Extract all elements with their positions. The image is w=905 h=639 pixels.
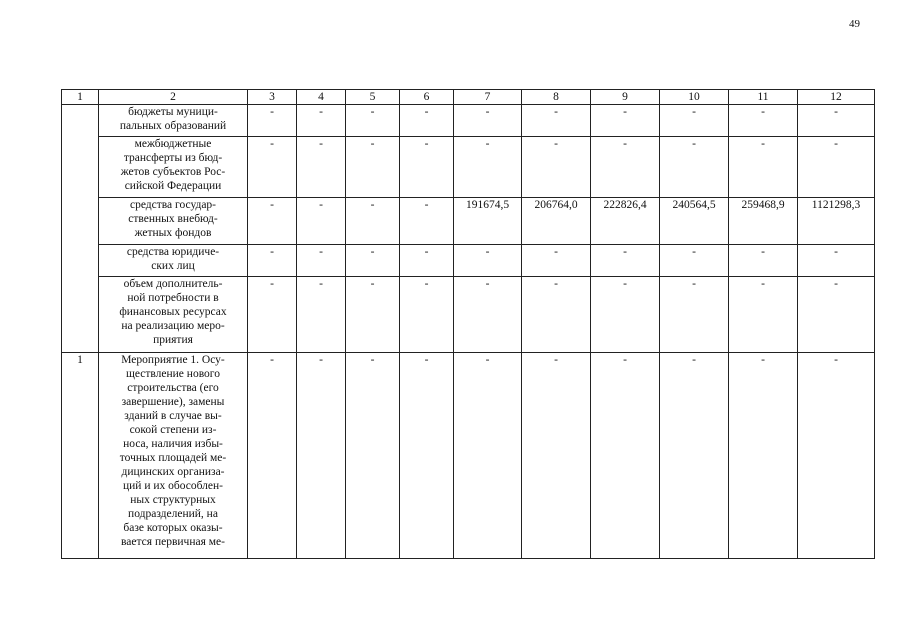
value-cell: -	[400, 277, 454, 353]
value-cell: -	[248, 105, 297, 137]
value-cell: -	[729, 353, 798, 559]
value-cell: -	[522, 245, 591, 277]
budget-table	[61, 89, 875, 559]
value-cell: -	[729, 245, 798, 277]
value-cell: -	[522, 353, 591, 559]
value-cell: -	[400, 245, 454, 277]
value-cell: -	[346, 353, 400, 559]
value-cell: -	[798, 105, 875, 137]
value-cell: -	[346, 245, 400, 277]
header-cell: 1	[62, 90, 99, 105]
header-cell: 10	[660, 90, 729, 105]
value-cell: -	[297, 198, 346, 245]
value-cell: 1121298,3	[798, 198, 875, 245]
table-row	[62, 105, 875, 137]
header-cell: 5	[346, 90, 400, 105]
value-cell: -	[798, 277, 875, 353]
header-cell: 9	[591, 90, 660, 105]
value-cell: -	[454, 277, 522, 353]
value-cell: -	[660, 137, 729, 198]
value-cell: -	[400, 353, 454, 559]
value-cell: -	[729, 137, 798, 198]
value-cell: -	[729, 105, 798, 137]
value-cell: -	[798, 245, 875, 277]
value-cell: -	[400, 137, 454, 198]
value-cell: -	[454, 105, 522, 137]
header-cell: 2	[99, 90, 248, 105]
header-cell: 8	[522, 90, 591, 105]
value-cell: -	[297, 245, 346, 277]
value-cell: -	[346, 105, 400, 137]
table-row	[62, 353, 875, 559]
value-cell: -	[297, 277, 346, 353]
header-cell: 4	[297, 90, 346, 105]
value-cell: -	[660, 105, 729, 137]
value-cell: -	[248, 137, 297, 198]
value-cell: 206764,0	[522, 198, 591, 245]
header-cell: 6	[400, 90, 454, 105]
value-cell: -	[729, 277, 798, 353]
value-cell: -	[591, 277, 660, 353]
value-cell: -	[248, 245, 297, 277]
value-cell: -	[522, 105, 591, 137]
value-cell: -	[591, 245, 660, 277]
value-cell: -	[454, 137, 522, 198]
value-cell: -	[248, 198, 297, 245]
value-cell: -	[297, 105, 346, 137]
value-cell: -	[346, 277, 400, 353]
value-cell: -	[591, 137, 660, 198]
header-cell: 7	[454, 90, 522, 105]
value-cell: 191674,5	[454, 198, 522, 245]
page-number: 49	[849, 18, 860, 30]
row-label: Мероприятие 1. Осу- ществление нового строительства (его завершение), замены зданий в случае вы- сокой степени из- носа, наличия избы- точных площадей ме- дицинских организа- ций и их обособлен- ных структурных подразделений, на базе которых оказы- вается первичная ме-	[99, 353, 248, 559]
value-cell: -	[454, 245, 522, 277]
row-label: межбюджетные трансферты из бюд- жетов субъектов Рос- сийской Федерации	[99, 137, 248, 198]
value-cell: -	[454, 353, 522, 559]
value-cell: -	[591, 353, 660, 559]
value-cell: -	[297, 353, 346, 559]
table-row	[62, 277, 875, 353]
header-cell: 11	[729, 90, 798, 105]
value-cell: -	[400, 105, 454, 137]
table-row	[62, 137, 875, 198]
value-cell: -	[248, 353, 297, 559]
table-row	[62, 245, 875, 277]
value-cell: -	[591, 105, 660, 137]
header-cell: 12	[798, 90, 875, 105]
row-label: бюджеты муници- пальных образований	[99, 105, 248, 137]
value-cell: -	[660, 277, 729, 353]
value-cell: -	[346, 137, 400, 198]
value-cell: -	[660, 245, 729, 277]
value-cell: -	[660, 353, 729, 559]
value-cell: -	[346, 198, 400, 245]
value-cell: -	[798, 137, 875, 198]
table-row	[62, 198, 875, 245]
row-label: объем дополнитель- ной потребности в финансовых ресурсах на реализацию меро- приятия	[99, 277, 248, 353]
row-number-cell: 1	[62, 353, 99, 559]
value-cell: 240564,5	[660, 198, 729, 245]
value-cell: -	[522, 277, 591, 353]
value-cell: -	[400, 198, 454, 245]
row-label: средства государ- ственных внебюд- жетных фондов	[99, 198, 248, 245]
value-cell: 259468,9	[729, 198, 798, 245]
value-cell: -	[248, 277, 297, 353]
header-cell: 3	[248, 90, 297, 105]
value-cell: -	[297, 137, 346, 198]
row-number-cell	[62, 105, 99, 353]
row-label: средства юридиче- ских лиц	[99, 245, 248, 277]
value-cell: -	[798, 353, 875, 559]
value-cell: -	[522, 137, 591, 198]
value-cell: 222826,4	[591, 198, 660, 245]
header-row	[62, 90, 875, 105]
